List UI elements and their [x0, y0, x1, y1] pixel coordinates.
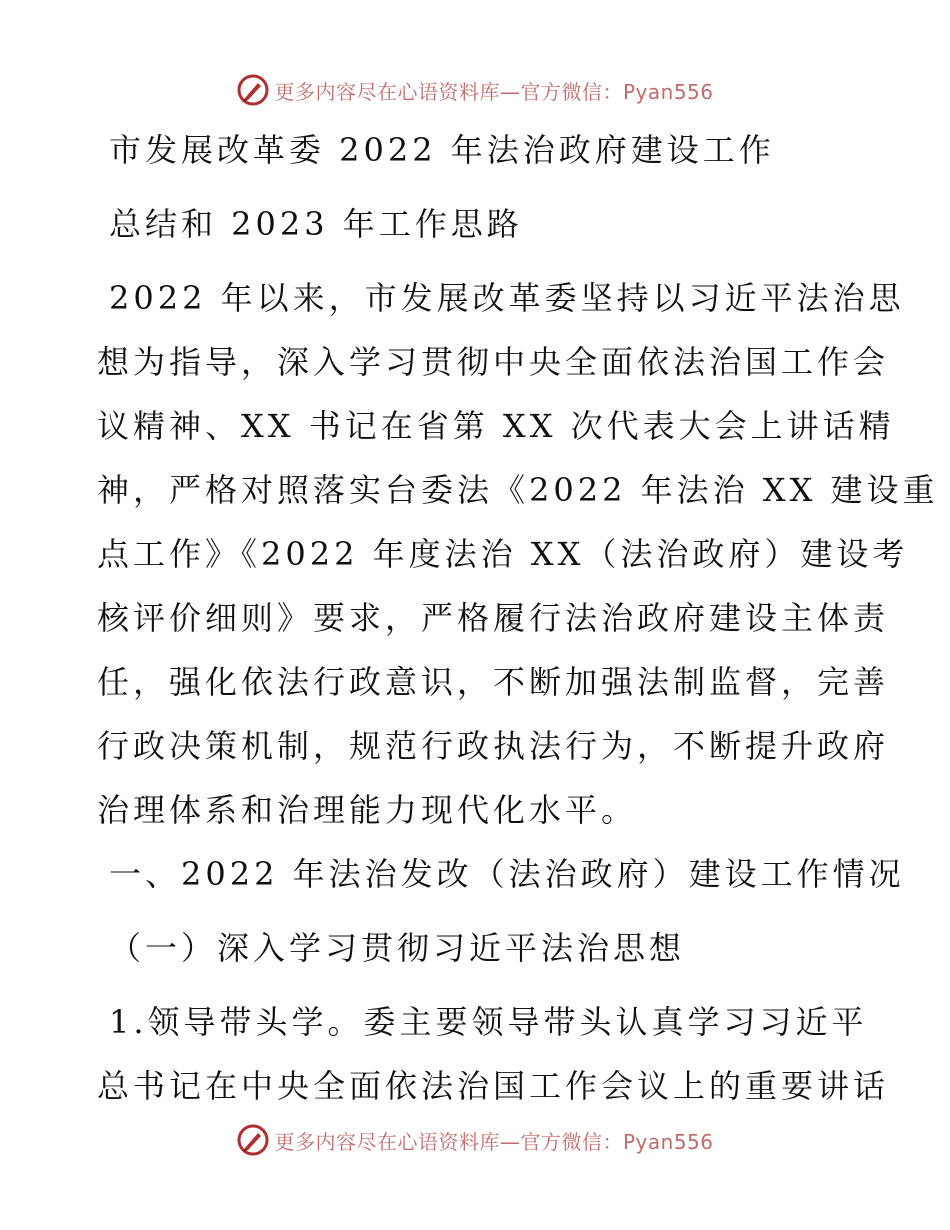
footer-banner: [0, 1120, 950, 1160]
header-banner: [0, 70, 950, 110]
intro-paragraph-line: 治理体系和治理能力现代化水平。: [97, 791, 638, 829]
pen-logo-icon: [236, 73, 270, 107]
header-wechat-handle: Pyan556: [622, 79, 714, 104]
section-heading: 一、2022 年法治发改（法治政府）建设工作情况: [109, 855, 905, 893]
document-title-line-2: 总结和 2023 年工作思路: [109, 205, 523, 243]
intro-paragraph-line: 想为指导，深入学习贯彻中央全面依法治国工作会: [97, 343, 890, 381]
intro-paragraph-line: 议精神、XX 书记在省第 XX 次代表大会上讲话精: [97, 407, 895, 445]
item-paragraph-line: 1.领导带头学。委主要领导带头认真学习习近平: [109, 1003, 868, 1041]
document-title-line-1: 市发展改革委 2022 年法治政府建设工作: [109, 131, 775, 169]
pen-logo-icon: [236, 1123, 270, 1157]
footer-wechat-handle: Pyan556: [622, 1129, 714, 1154]
intro-paragraph-line: 点工作》《2022 年度法治 XX（法治政府）建设考: [97, 535, 909, 573]
document-body: [97, 118, 939, 1118]
intro-paragraph-line: 核评价细则》要求，严格履行法治政府建设主体责: [97, 599, 890, 637]
footer-banner-text: 更多内容尽在心语资料库—官方微信：Pyan556: [274, 1129, 714, 1154]
subsection-heading: （一）深入学习贯彻习近平法治思想: [109, 929, 686, 967]
intro-paragraph-line: 任，强化依法行政意识，不断加强法制监督，完善: [97, 663, 890, 701]
header-banner-text: 更多内容尽在心语资料库—官方微信：Pyan556: [274, 79, 714, 104]
item-paragraph-line: 总书记在中央全面依法治国工作会议上的重要讲话: [97, 1067, 890, 1105]
intro-paragraph-line: 行政决策机制，规范行政执法行为，不断提升政府: [97, 727, 890, 765]
intro-paragraph-line: 2022 年以来，市发展改革委坚持以习近平法治思: [109, 279, 905, 317]
intro-paragraph-line: 神，严格对照落实台委法《2022 年法治 XX 建设重: [97, 471, 939, 509]
